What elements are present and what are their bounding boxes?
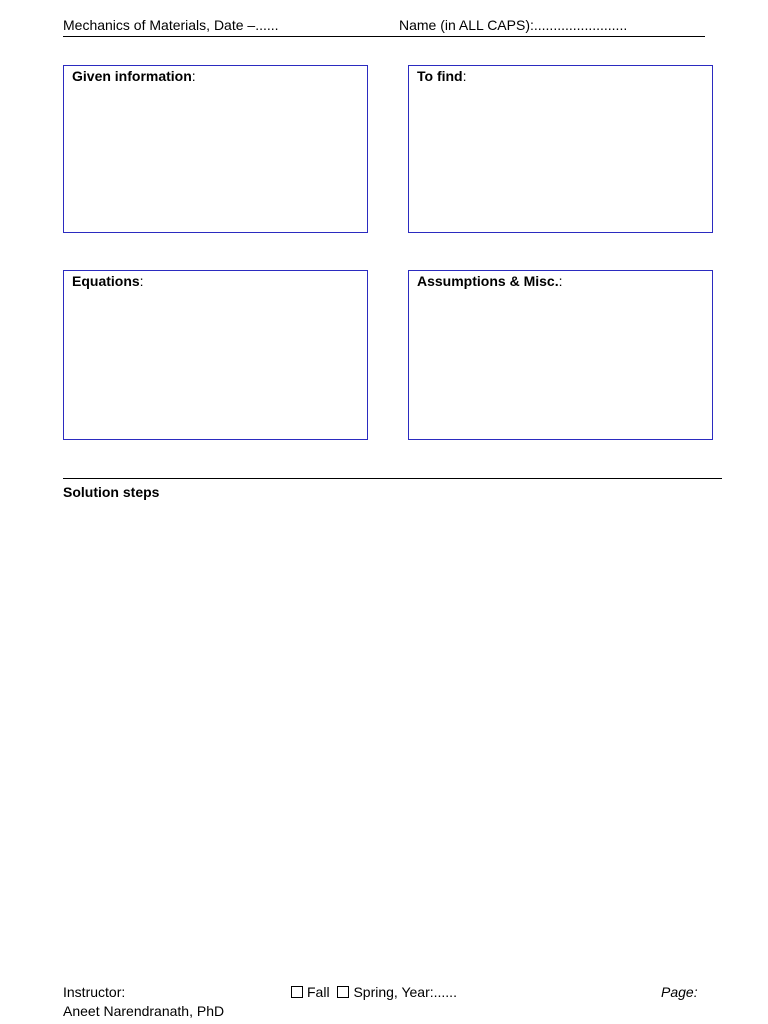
- equations-title: Equations:: [72, 273, 144, 289]
- instructor-name: Aneet Narendranath, PhD: [63, 1003, 225, 1019]
- name-label: Name (in ALL CAPS):: [399, 17, 534, 33]
- year-field[interactable]: ......: [433, 984, 457, 1000]
- date-field[interactable]: ......: [255, 17, 279, 33]
- term-selector: [291, 984, 457, 1000]
- to-find-box[interactable]: [408, 65, 713, 233]
- equations-box[interactable]: [63, 270, 368, 440]
- assumptions-title: Assumptions & Misc.:: [417, 273, 563, 289]
- course-date-label: Mechanics of Materials, Date –: [63, 17, 256, 33]
- given-information-title: Given information:: [72, 68, 196, 84]
- page-label: Page:: [661, 984, 698, 1000]
- name-field[interactable]: ........................: [533, 17, 628, 33]
- solution-divider: [63, 478, 722, 479]
- fall-label: Fall: [307, 984, 330, 1000]
- given-information-box[interactable]: [63, 65, 368, 233]
- header-course-line: [63, 17, 279, 33]
- to-find-title: To find:: [417, 68, 467, 84]
- spring-year-label: Spring, Year:: [353, 984, 434, 1000]
- solution-heading: Solution steps: [63, 484, 160, 500]
- fall-checkbox[interactable]: [291, 986, 303, 998]
- header-divider: [63, 36, 705, 37]
- assumptions-box[interactable]: [408, 270, 713, 440]
- instructor-label: Instructor:: [63, 984, 126, 1000]
- solution-area[interactable]: [63, 505, 722, 975]
- header-name-line: [399, 17, 627, 33]
- spring-checkbox[interactable]: [337, 986, 349, 998]
